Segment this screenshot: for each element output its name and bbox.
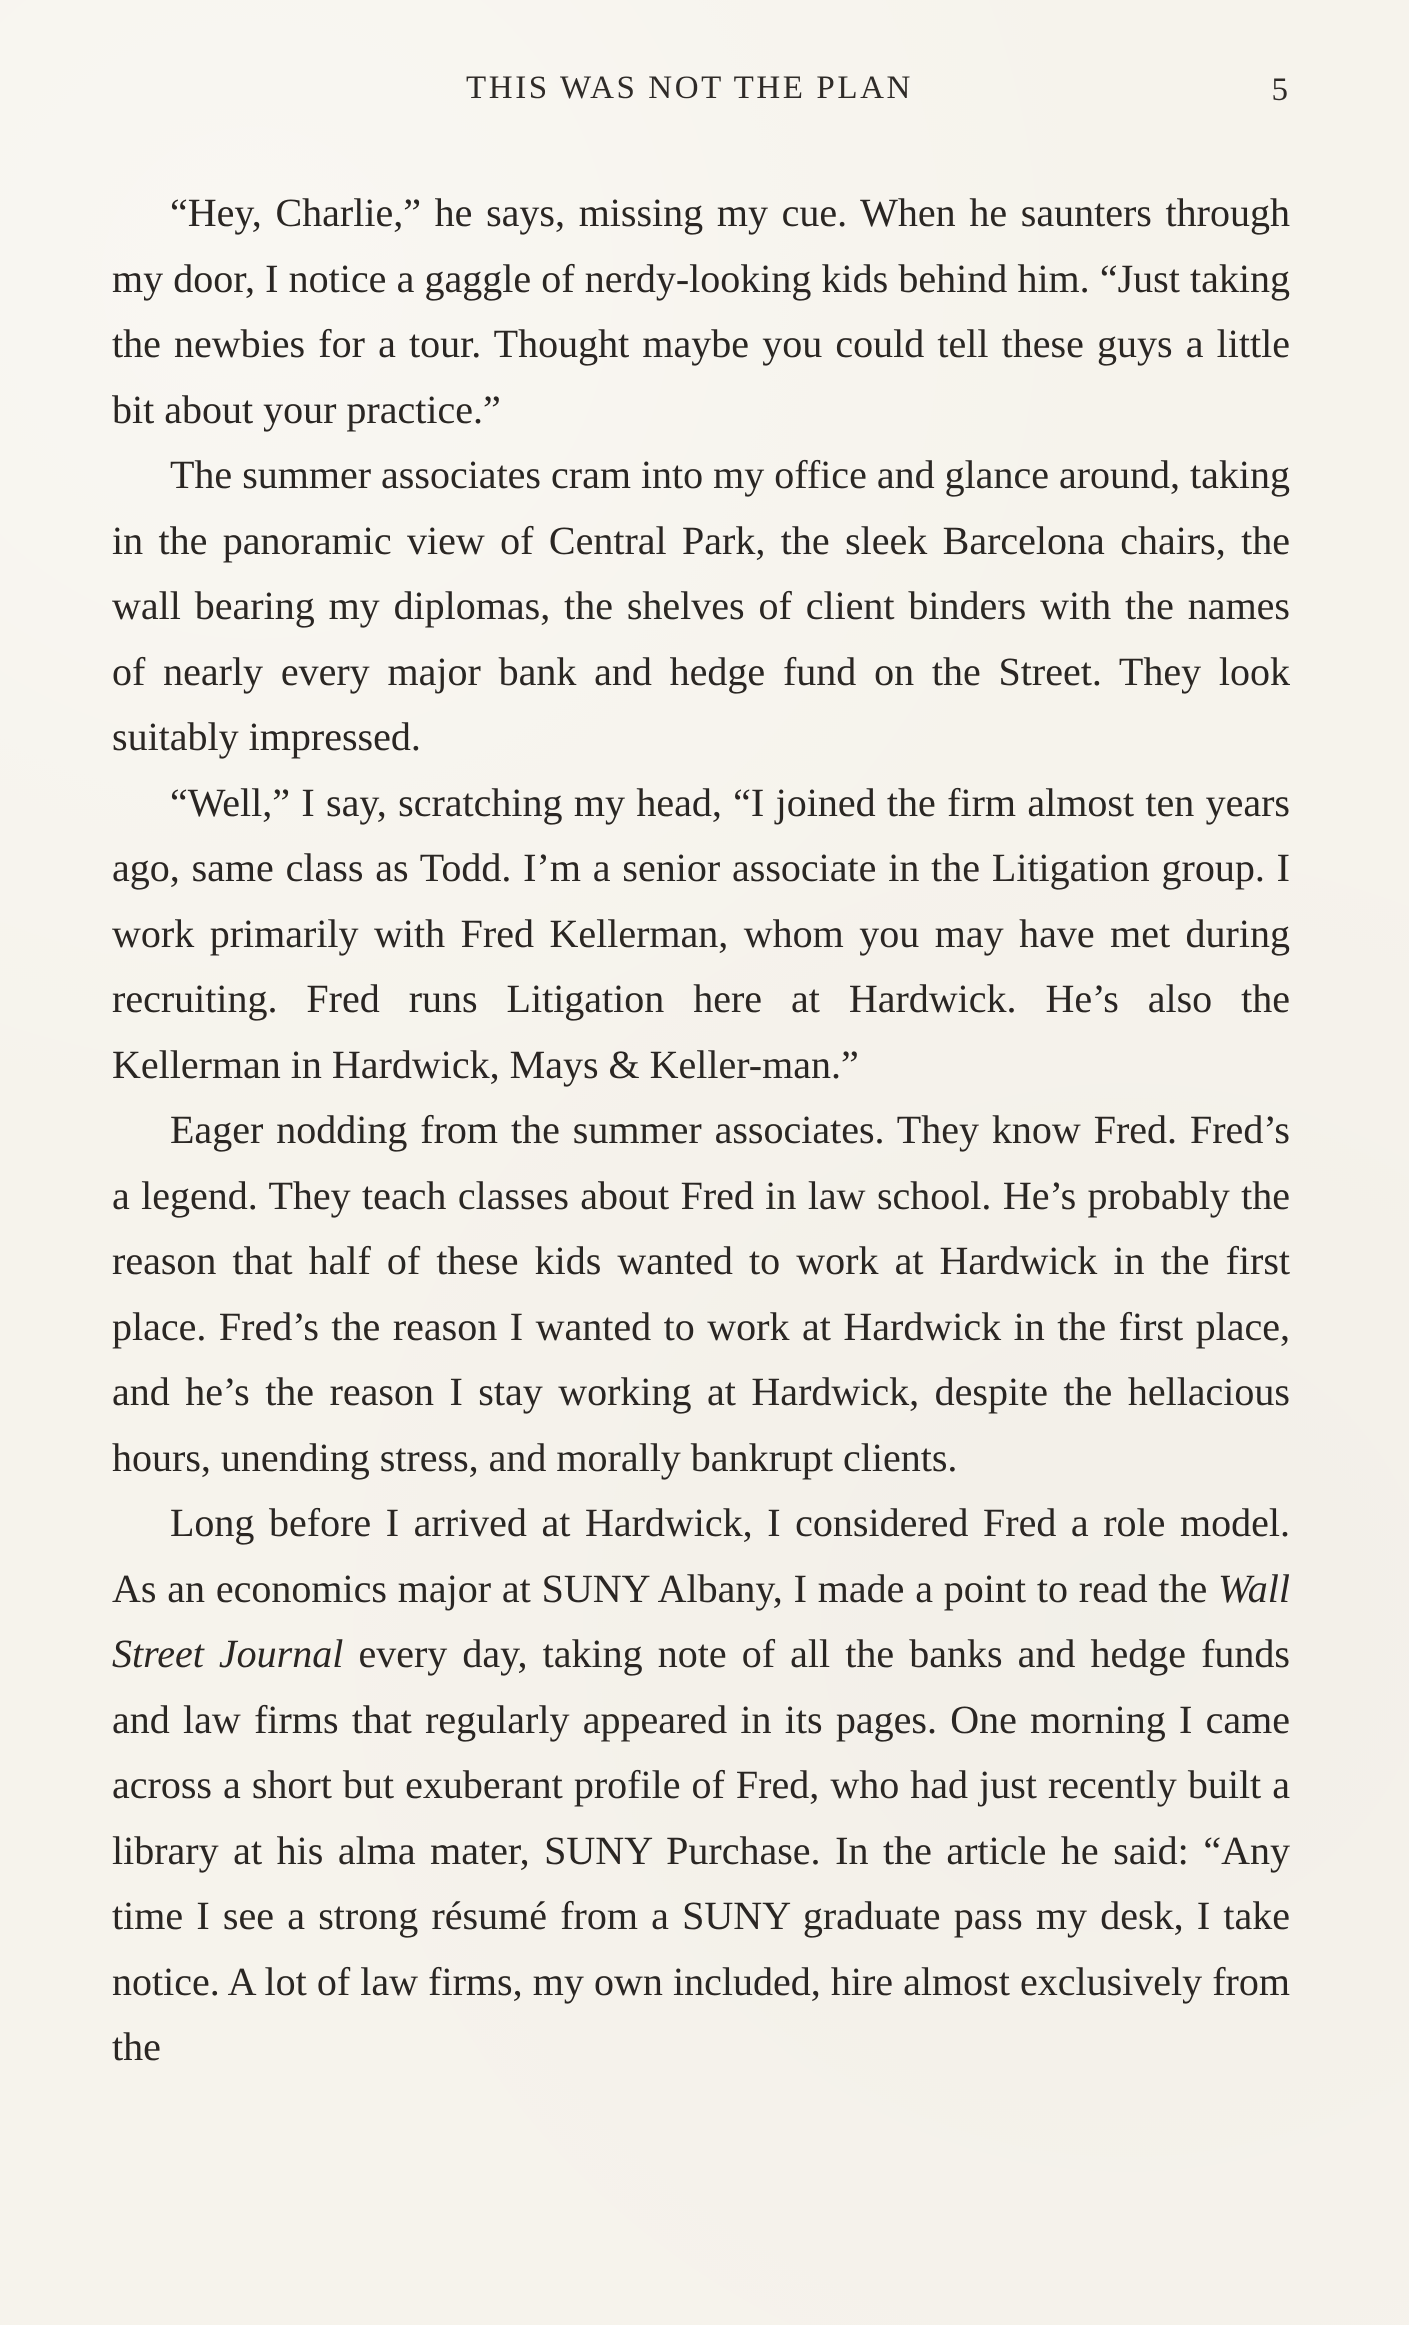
paragraph-text-segment: Long before I arrived at Hardwick, I considered Fred a role model. As an economics major at SUNY Albany, I made a point to read the [112, 1500, 1290, 1611]
body-text [112, 180, 1290, 2080]
paragraph-text-segment: every day, taking note of all the banks and hedge funds and law firms that regularly appeared in its pages. One morning I came across a short but exuberant profile of Fred, who had just recently built a library at his alma mater, SUNY Purchase. In the article he said: “Any time I see a strong résumé from a SUNY graduate pass my desk, I take notice. A lot of law firms, my own included, hire almost exclusively from the [112, 1631, 1291, 2069]
paragraph: Eager nodding from the summer associates. They know Fred. Fred’s a legend. They teach classes about Fred in law school. He’s probably the reason that half of these kids wanted to work at Hardwick in the first place. Fred’s the reason I wanted to work at Hardwick in the first place, and he’s the reason I stay working at Hardwick, despite the hellacious hours, unending stress, and morally bankrupt clients. [112, 1107, 1290, 1480]
italic-publication-title: Wall Street Journal [112, 1565, 1290, 1676]
page-number: 5 [1271, 72, 1288, 108]
paragraph: “Well,” I say, scratching my head, “I joined the firm almost ten years ago, same class as Todd. I’m a senior associate in the Litigation group. I work primarily with Fred Kellerman, whom you may have met during recruiting. Fred runs Litigation here at Hardwick. He’s also the Kellerman in Hardwick, Mays & Keller-man.” [112, 779, 1290, 1087]
running-header [0, 70, 1409, 118]
paragraph: “Hey, Charlie,” he says, missing my cue. When he saunters through my door, I notice a gaggle of nerdy-looking kids behind him. “Just taking the newbies for a tour. Thought maybe you could tell these guys a little bit about your practice.” [112, 190, 1290, 432]
paragraph: The summer associates cram into my office and glance around, taking in the panoramic view of Central Park, the sleek Barcelona chairs, the wall bearing my diplomas, the shelves of client binders with the names of nearly every major bank and hedge fund on the Street. They look suitably impressed. [112, 452, 1290, 759]
running-title: THIS WAS NOT THE PLAN [466, 70, 913, 106]
paragraph [112, 1490, 1290, 2080]
